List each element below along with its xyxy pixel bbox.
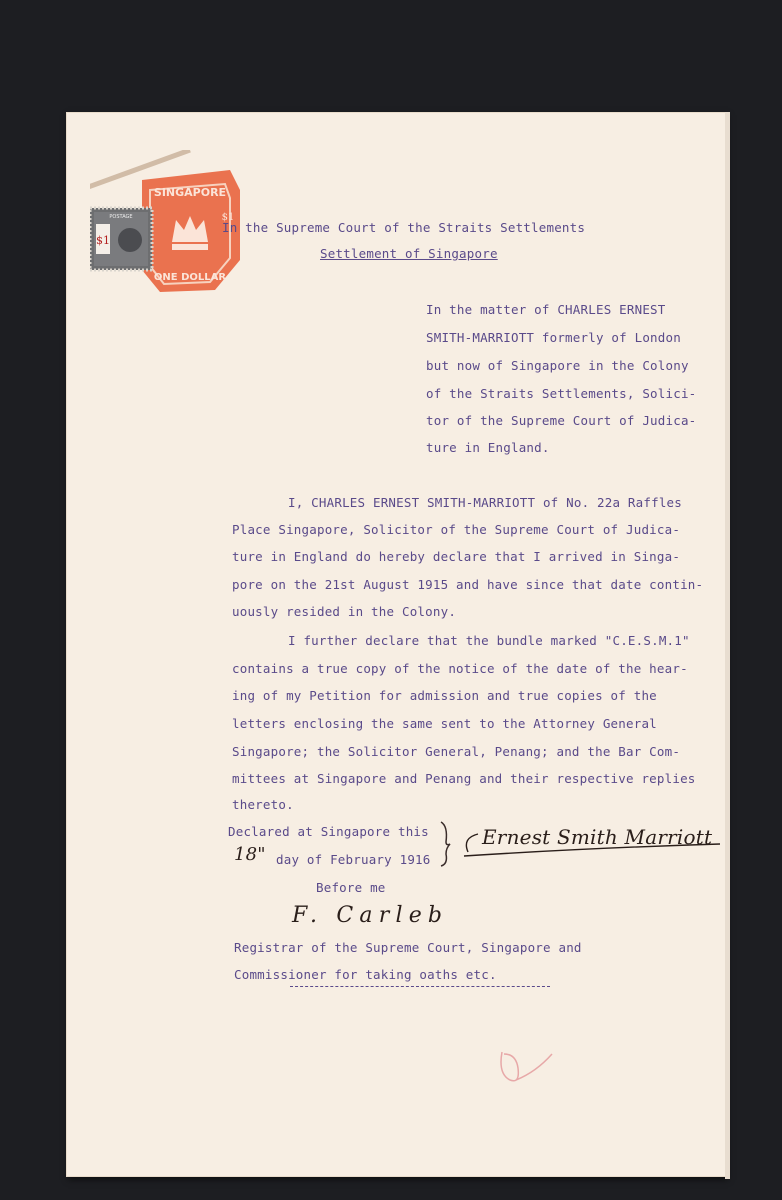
body-line-1: I, CHARLES ERNEST SMITH-MARRIOTT of No. 22a Raffles (288, 495, 683, 510)
registrar-line-2: Commissioner for taking oaths etc. (234, 967, 497, 982)
body-line-5: uously resided in the Colony. (232, 604, 457, 619)
matter-line-6: ture in England. (426, 440, 550, 455)
day-handwritten: 18" (234, 844, 266, 865)
before-me: Before me (316, 880, 386, 895)
body-line-11: mittees at Singapore and Penang and their respective replies (232, 771, 696, 786)
body-line-4: pore on the 21st August 1915 and have since that date contin- (232, 577, 704, 592)
registrar-line-1: Registrar of the Supreme Court, Singapore and (234, 940, 582, 955)
page-edge (725, 112, 730, 1179)
adhesive-stamp (90, 208, 152, 270)
body-line-7: contains a true copy of the notice of the date of the hear- (232, 661, 688, 676)
declarant-signature-text: Ernest Smith Marriott (482, 825, 712, 849)
dashed-rule (290, 986, 550, 987)
body-line-12: thereto. (232, 797, 294, 812)
body-line-6: I further declare that the bundle marked "C.E.S.M.1" (288, 633, 690, 648)
adhesive-top-text: POSTAGE (109, 214, 133, 220)
matter-line-5: tor of the Supreme Court of Judica- (426, 413, 697, 428)
settlement-heading: Settlement of Singapore (320, 246, 498, 261)
court-heading: In the Supreme Court of the Straits Settlements (222, 220, 586, 235)
red-ink-mark (496, 1044, 556, 1090)
declared-at-line: Declared at Singapore this (228, 824, 429, 839)
day-of-line: day of February 1916 (276, 852, 431, 867)
registrar-signature (286, 890, 466, 936)
body-line-2: Place Singapore, Solicitor of the Supreme Court of Judica- (232, 522, 681, 537)
bracket-mark (438, 820, 452, 868)
body-line-3: ture in England do hereby declare that I arrived in Singa- (232, 549, 681, 564)
matter-line-3: but now of Singapore in the Colony (426, 358, 689, 373)
matter-line-2: SMITH-MARRIOTT formerly of London (426, 330, 681, 345)
registrar-signature-text: F. Carleb (292, 903, 442, 928)
body-line-9: letters enclosing the same sent to the Attorney General (232, 716, 657, 731)
stamp-top-text: SINGAPORE (153, 186, 227, 199)
stamp-value-text: $1 (221, 212, 235, 223)
matter-line-1: In the matter of CHARLES ERNEST (426, 302, 666, 317)
adhesive-value-text: $1 (96, 234, 110, 247)
body-line-8: ing of my Petition for admission and true copies of the (232, 688, 657, 703)
matter-line-4: of the Straits Settlements, Solici- (426, 386, 697, 401)
stamp-bottom-text: ONE DOLLAR (153, 272, 227, 283)
body-line-10: Singapore; the Solicitor General, Penang; and the Bar Com- (232, 744, 681, 759)
declarant-signature (458, 808, 728, 872)
